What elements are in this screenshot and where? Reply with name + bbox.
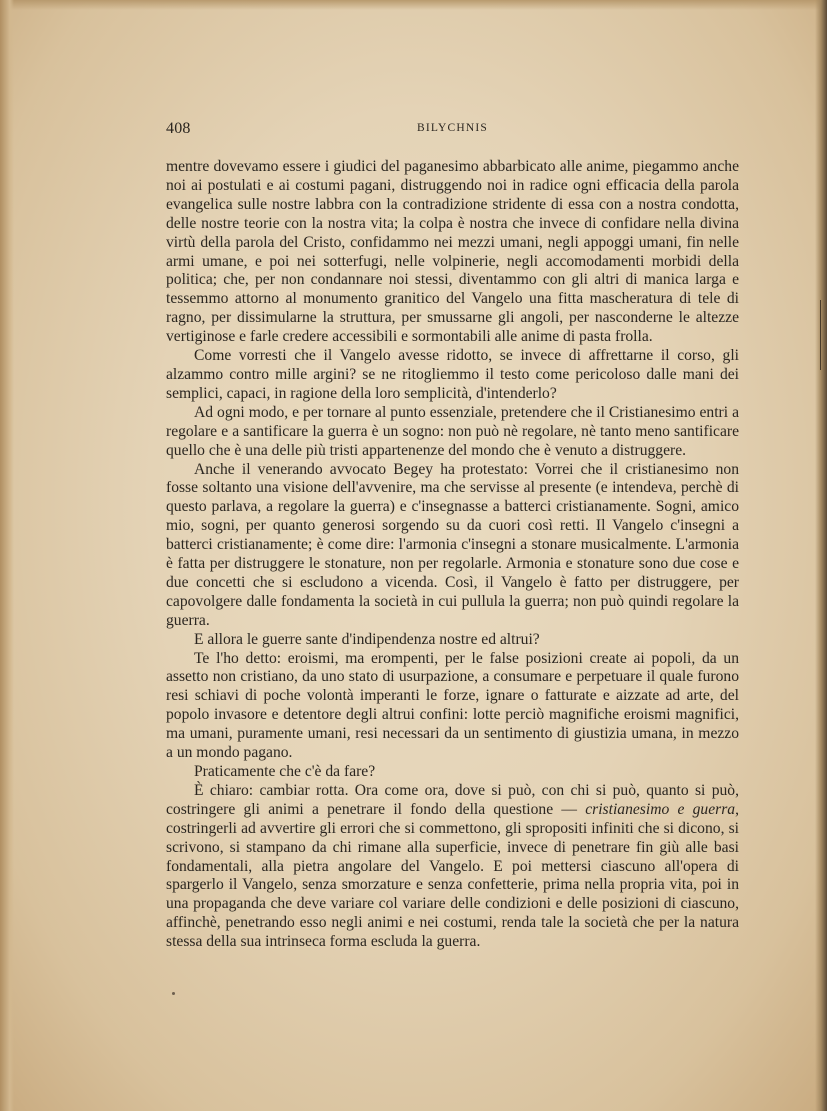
ink-speck bbox=[172, 992, 175, 995]
paragraph-text: , costringerli ad avvertire gli errori che si commettono, gli spropositi infiniti che si dicono, si scrivono, si stampano da chi rimane alla superficie, invece di penetrare fin giù alle basi fondamentali, alla pietra angolare del Vangelo. E poi mettersi ciascuno all'opera di spargerlo il Vangelo, senza smorzature e senza confetterie, prima nella propria vita, poi in una propaganda che deve variare col variare delle condizioni e delle posizioni di ciascuno, affinchè, penetrando esso negli animi e nei costumi, renda tale la società che per la natura stessa della sua intrinseca forma escluda la guerra. bbox=[166, 800, 739, 951]
page-header bbox=[166, 118, 739, 142]
body-text bbox=[166, 158, 739, 952]
paragraph: Come vorresti che il Vangelo avesse ridotto, se invece di affrettarne il corso, gli alzammo contro mille argini? se ne ritogliemmo il testo come pericoloso dalle mani dei semplici, capaci, in ragione della loro semplicità, d'intenderlo? bbox=[166, 347, 739, 402]
italic-phrase: cristianesimo e guerra bbox=[585, 800, 736, 818]
margin-mark bbox=[820, 300, 821, 370]
page-right-edge bbox=[815, 0, 827, 1111]
paragraph-continued: mentre dovevamo essere i giudici del paganesimo abbarbicato alle anime, piegammo anche noi ai postulati e ai costumi pagani, distruggendo noi in radice ogni efficacia della parola evangelica sulle nostre labbra con la contradizione stridente di essa con a nostra condotta, delle nostre teorie con la nostra vita; la colpa è nostra che invece di confidare nella divina virtù della parola del Cristo, confidammo nei mezzi umani, negli appoggi umani, fin nelle armi umane, e poi nei sotterfugi, nelle volpinerie, negli accomodamenti morbidi della politica; che, per non condannare noi stessi, diventammo con gli altri di manica larga e tessemmo attorno al monumento granitico del Vangelo una fitta mascheratura di tele di ragno, per dissimularne la struttura, per smussarne gli angoli, per nasconderne le altezze vertiginose e farle credere accessibili e sormontabili alle anime di pasta frolla. bbox=[166, 158, 739, 346]
paragraph-text: È chiaro: cambiar rotta. Ora come ora, dove si può, con chi si può, quanto si può, costringere gli animi a penetrare il fondo della questione — bbox=[166, 781, 739, 818]
paragraph: E allora le guerre sante d'indipendenza nostre ed altrui? bbox=[194, 630, 540, 648]
page-number: 408 bbox=[166, 120, 191, 137]
running-head: BILYCHNIS bbox=[417, 122, 488, 134]
paragraph: Anche il venerando avvocato Begey ha protestato: Vorrei che il cristianesimo non fosse soltanto una visione dell'avvenire, ma che servisse al presente (e intendeva, perchè di questo parlava, a regolare la guerra) e c'insegnasse a batterci cristianamente. Sogni, amico mio, sogni, per quanto generosi sorgendo su da cuori così retti. Il Vangelo c'insegni a batterci cristianamente; è come dire: l'armonia c'insegni a stonare musicalmente. L'armonia è fatta per distruggere le stonature, non per regolarle. Armonia e stonature sono due cose e due concetti che si escludono a vicenda. Così, il Vangelo è fatto per distruggere, per capovolgere dalle fondamenta la società in cui pullula la guerra; non può quindi regolare la guerra. bbox=[166, 460, 739, 629]
page-left-edge bbox=[0, 0, 14, 1111]
page-top-edge bbox=[0, 0, 827, 10]
paragraph-final bbox=[166, 782, 739, 952]
paragraph: Praticamente che c'è da fare? bbox=[194, 763, 376, 780]
paragraph: Te l'ho detto: eroismi, ma erompenti, per le false posizioni create ai popoli, da un assetto non cristiano, da uno stato di usurpazione, a consumare e perpetuare il quale furono resi schiavi di poche volontà imperanti le forze, ignare o fatturate e aizzate ad arte, del popolo invasore e detentore degli altrui confini: lotte perciò magnifiche eroismi magnifici, ma umani, puramente umani, resi necessari da un sentimento di giustizia umana, in mezzo a un mondo pagano. bbox=[166, 649, 739, 762]
paragraph: Ad ogni modo, e per tornare al punto essenziale, pretendere che il Cristianesimo entri a regolare e a santificare la guerra è un sogno: non può nè regolare, nè tanto meno santificare quello che è una delle più tristi appartenenze del mondo che è venuto a distruggere. bbox=[166, 403, 739, 459]
